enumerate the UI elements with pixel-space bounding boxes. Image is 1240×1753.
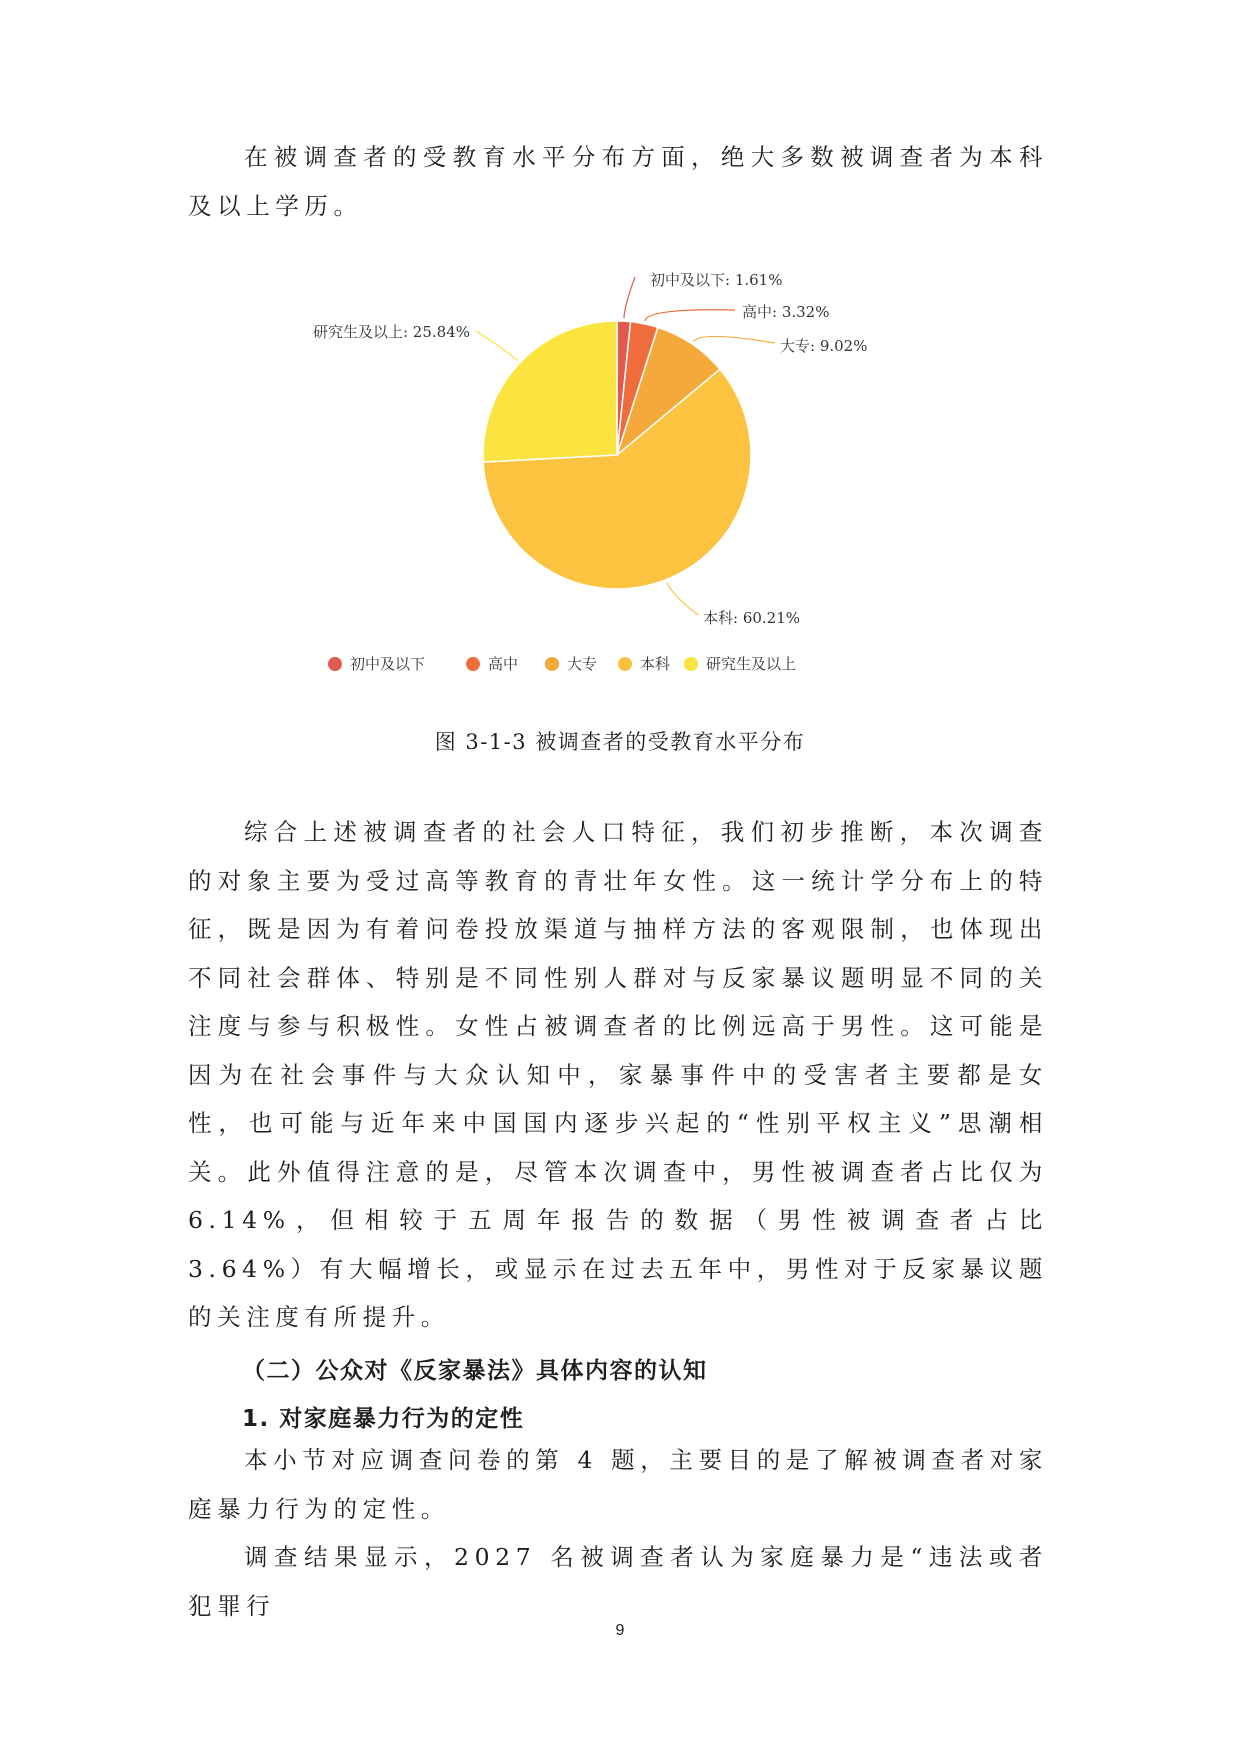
intro-paragraph: 在被调查者的受教育水平分布方面，绝大多数被调查者为本科及以上学历。: [188, 143, 1048, 220]
value-label-graduate: 研究生及以上: 25.84%: [312, 323, 470, 341]
value-label-bachelor: 本科: 60.21%: [703, 609, 801, 627]
legend-swatch-graduate: [684, 657, 698, 671]
legend-item-graduate: [684, 655, 796, 673]
legend-item-junior-high: [328, 655, 425, 673]
legend-item-bachelor: [618, 655, 670, 673]
legend-label-high-school: 高中: [488, 655, 519, 673]
pie-slices: [483, 321, 751, 589]
pie-slice-graduate: [483, 321, 617, 462]
leader-line-bachelor: [667, 583, 698, 615]
leader-line-graduate: [476, 331, 518, 361]
legend-label-junior-college: 大专: [567, 655, 598, 673]
legend-label-bachelor: 本科: [640, 655, 671, 673]
legend-item-junior-college: [545, 655, 597, 673]
results-paragraph: 调查结果显示，2027 名被调查者认为家庭暴力是“违法或者犯罪行: [188, 1543, 1048, 1620]
section-heading: （二）公众对《反家暴法》具体内容的认知: [242, 1358, 708, 1384]
legend-label-junior-high: 初中及以下: [350, 655, 426, 673]
legend-item-high-school: [466, 655, 518, 673]
figure-caption: 图 3-1-3 被调查者的受教育水平分布: [434, 730, 806, 754]
leader-line-junior-college: [694, 336, 775, 343]
summary-paragraph: 综合上述被调查者的社会人口特征，我们初步推断，本次调查的对象主要为受过高等教育的青壮年女性。这一统计学分布上的特征，既是因为有着问卷投放渠道与抽样方法的客观限制，也体现出不同社会群体、特别是不同性别人群对与反家暴议题明显不同的关注度与参与积极性。女性占被调查者的比例远高于男性。这可能是因为在社会事件与大众认知中，家暴事件中的受害者主要都是女性，也可能与近年来中国国内逐步兴起的“性别平权主义”思潮相关。此外值得注意的是，尽管本次调查中，男性被调查者占比仅为6.14%，但相较于五周年报告的数据（男性被调查者占比3.64%）有大幅增长，或显示在过去五年中，男性对于反家暴议题的关注度有所提升。: [188, 818, 1048, 1331]
page-number: 9: [615, 1622, 625, 1639]
education-pie-chart: [280, 255, 940, 685]
legend-swatch-high-school: [466, 657, 480, 671]
value-label-junior-college: 大专: 9.02%: [780, 337, 868, 355]
chart-legend: [328, 655, 796, 673]
legend-swatch-junior-college: [545, 657, 559, 671]
value-label-junior-high: 初中及以下: 1.61%: [650, 271, 783, 289]
section-intro-paragraph: 本小节对应调查问卷的第 4 题，主要目的是了解被调查者对家庭暴力行为的定性。: [188, 1446, 1048, 1523]
legend-swatch-junior-high: [328, 657, 342, 671]
subsection-heading: 1. 对家庭暴力行为的定性: [242, 1406, 525, 1432]
legend-swatch-bachelor: [618, 657, 632, 671]
legend-label-graduate: 研究生及以上: [706, 655, 797, 673]
leader-line-junior-high: [624, 277, 635, 318]
leader-line-high-school: [645, 310, 735, 321]
value-label-high-school: 高中: 3.32%: [742, 303, 830, 321]
